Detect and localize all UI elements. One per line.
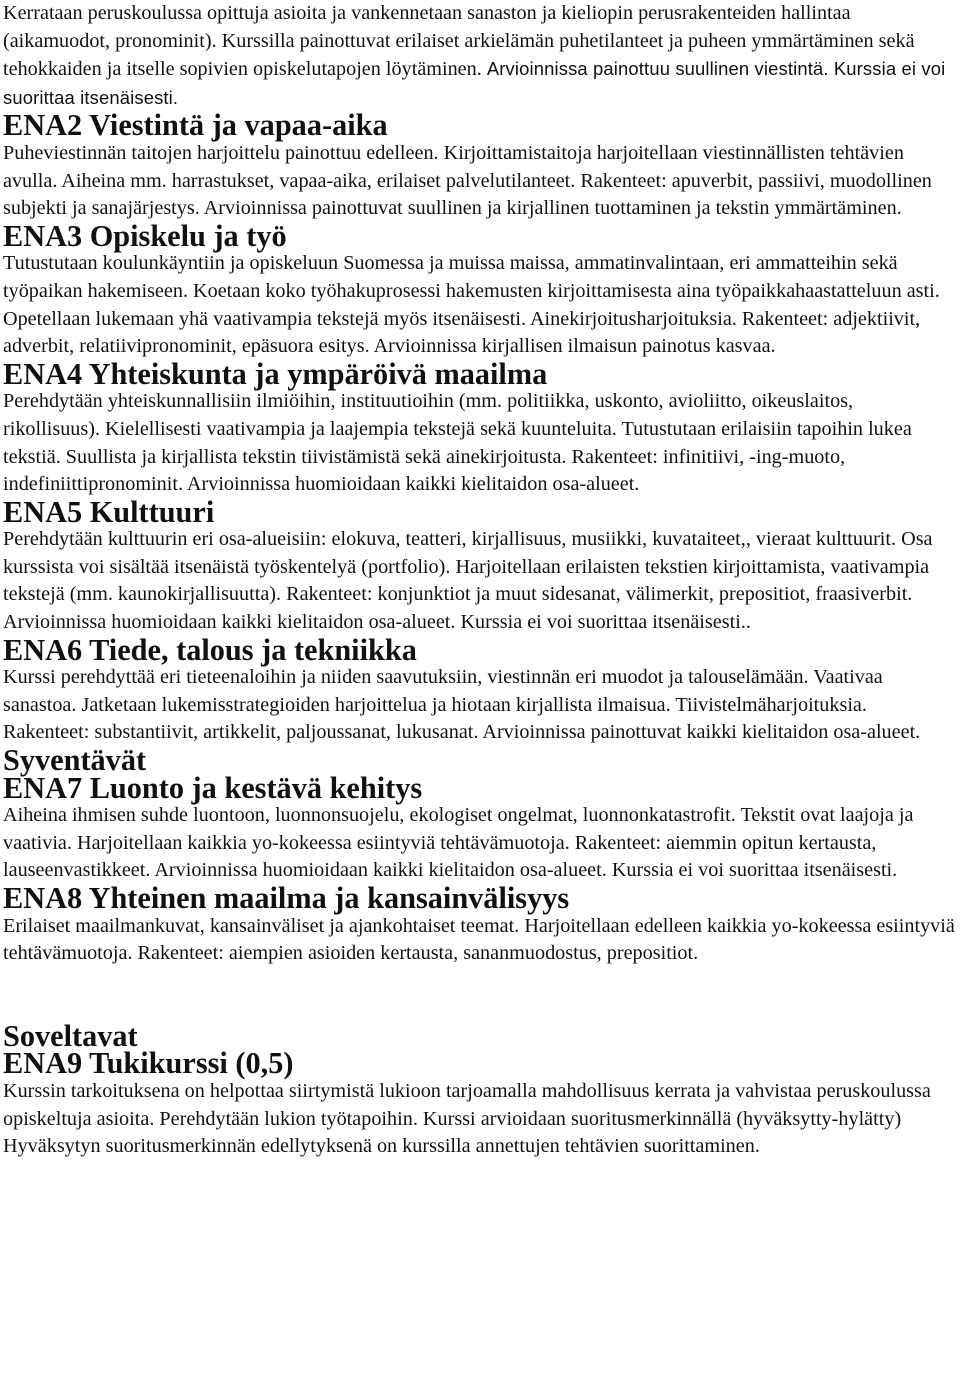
section-heading-syventavat: Syventävät: [3, 743, 147, 778]
paragraph-text: Kurssin tarkoituksena on helpottaa siirtymistä lukioon tarjoamalla mahdollisuus kerrata ja vahvistaa peruskoulussa opiskeltuja asioita. Perehdytään lukion työtapoihin. Kurssi arvioidaan suoritusmerkinnällä (hyväksytty-hylätty) Hyväksytyn suoritusmerkinnän edellytyksenä on kurssilla annettujen tehtävien suorittaminen.: [3, 1079, 931, 1158]
paragraph-ena9-description: [3, 1078, 955, 1161]
paragraph-ena4-description: [3, 388, 955, 498]
paragraph-text: Kerrataan peruskoulussa opittuja asioita ja vankennetaan sanaston ja kieliopin perusrakenteiden hallintaa (aikamuodot, pronominit). Kurssilla painottuvat erilaiset arkielämän puhetilanteet ja puheen ymmärtäminen sekä tehokkaiden ja itselle sopivien opiskelutapojen löytäminen.: [3, 2, 915, 81]
heading-ena4: ENA4 Yhteiskunta ja ympäröivä maailma: [3, 356, 548, 391]
heading-ena6: ENA6 Tiede, talous ja tekniikka: [3, 632, 417, 667]
paragraph-ena6-description: [3, 664, 955, 747]
paragraph-ena1-description: [3, 0, 955, 112]
vertical-spacer: [3, 968, 955, 1023]
section-heading-soveltavat: Soveltavat: [3, 1018, 138, 1053]
paragraph-ena5-description: [3, 526, 955, 636]
paragraph-text: Aiheina ihmisen suhde luontoon, luonnonsuojelu, ekologiset ongelmat, luonnonkatastrofit. Tekstit ovat laajoja ja vaativia. Harjoitellaan kaikkia yo-kokeessa esiintyviä tehtävämuotoja. Rakenteet: aiemmin opitun kertausta, lauseenvastikkeet. Arvioinnissa huomioidaan kaikki kielitaidon osa-alueet. Kurssia ei voi suorittaa itsenäisesti.: [3, 804, 914, 882]
paragraph-text: Tutustutaan koulunkäyntiin ja opiskeluun Suomessa ja muissa maissa, ammatinvalintaan, eri ammatteihin sekä työpaikan hakemiseen. Koetaan koko työhakuprosessi hakemusten kirjoittamisesta aina työpaikkahaastatteluun asti. Opetellaan lukemaan yhä vaativampia tekstejä myös itsenäisesti. Ainekirjoitusharjoituksia. Rakenteet: adjektiivit, adverbit, relatiivipronominit, epäsuora esitys. Arvioinnissa kirjallisen ilmaisun painotus kasvaa.: [3, 252, 940, 358]
document-page: [3, 0, 955, 1161]
heading-ena3: ENA3 Opiskelu ja työ: [3, 218, 287, 253]
heading-ena8: ENA8 Yhteinen maailma ja kansainvälisyys: [3, 881, 570, 915]
heading-ena7: ENA7 Luonto ja kestävä kehitys: [3, 770, 423, 805]
paragraph-text: Kurssi perehdyttää eri tieteenaloihin ja niiden saavutuksiin, viestinnän eri muodot ja talouselämään. Vaativaa sanastoa. Jatketaan lukemisstrategioiden harjoittelua ja hiotaan kirjallista ilmaisua. Tiivistelmäharjoituksia. Rakenteet: substantiivit, artikkelit, paljoussanat, lukusanat. Arvioinnissa painottuvat kaikki kielitaidon osa-alueet.: [3, 666, 921, 744]
heading-ena2: ENA2 Viestintä ja vapaa-aika: [3, 108, 388, 143]
paragraph-text: Perehdytään kulttuurin eri osa-alueisiin: elokuva, teatteri, kirjallisuus, musiikki, kuvataiteet,, vieraat kulttuurit. Osa kurssista voi sisältää itsenäistä työskentelyä (portfolio). Harjoitellaan erilaisten tekstien kirjoittamista, vaativampia tekstejä (mm. kaunokirjallisuutta). Rakenteet: konjunktiot ja muut sidesanat, välimerkit, prepositiot, fraasiverbit. Arvioinnissa huomioidaan kaikki kielitaidon osa-alueet. Kurssia ei voi suorittaa itsenäisesti..: [3, 528, 933, 634]
paragraph-text: Perehdytään yhteiskunnallisiin ilmiöihin, instituutioihin (mm. politiikka, uskonto, avioliitto, oikeuslaitos, rikollisuus). Kielellisesti vaativampia ja laajempia tekstejä sekä kuunteluita. Tutustutaan erilaisiin tapoihin lukea tekstiä. Suullista ja kirjallista tekstin tiivistämistä sekä ainekirjoitusta. Rakenteet: infinitiivi, -ing-muoto, indefiniittipronominit. Arvioinnissa huomioidaan kaikki kielitaidon osa-alueet.: [3, 390, 912, 496]
paragraph-text-sans: Arvioinnissa painottuu suullinen viestintä. Kurssia ei voi suorittaa itsenäisesti.: [3, 58, 946, 108]
paragraph-text: Puheviestinnän taitojen harjoittelu painottuu edelleen. Kirjoittamistaitoja harjoitellaan viestinnällisten tehtävien avulla. Aiheina mm. harrastukset, vapaa-aika, erilaiset palvelutilanteet. Rakenteet: apuverbit, passiivi, muodollinen subjekti ja sanajärjestys. Arvioinnissa painottuvat suullinen ja kirjallinen tuottaminen ja tekstin ymmärtäminen.: [3, 141, 932, 220]
heading-ena9: ENA9 Tukikurssi (0,5): [3, 1046, 294, 1081]
paragraph-text: Erilaiset maailmankuvat, kansainväliset ja ajankohtaiset teemat. Harjoitellaan edelleen kaikkia yo-kokeessa esiintyviä tehtävämuotoja. Rakenteet: aiempien asioiden kertausta, sananmuodostus, prepositiot.: [3, 914, 955, 965]
paragraph-ena3-description: [3, 250, 955, 360]
heading-ena5: ENA5 Kulttuuri: [3, 494, 215, 529]
paragraph-ena7-description: [3, 802, 955, 885]
paragraph-ena8-description: [3, 913, 955, 968]
paragraph-ena2-description: [3, 140, 955, 223]
